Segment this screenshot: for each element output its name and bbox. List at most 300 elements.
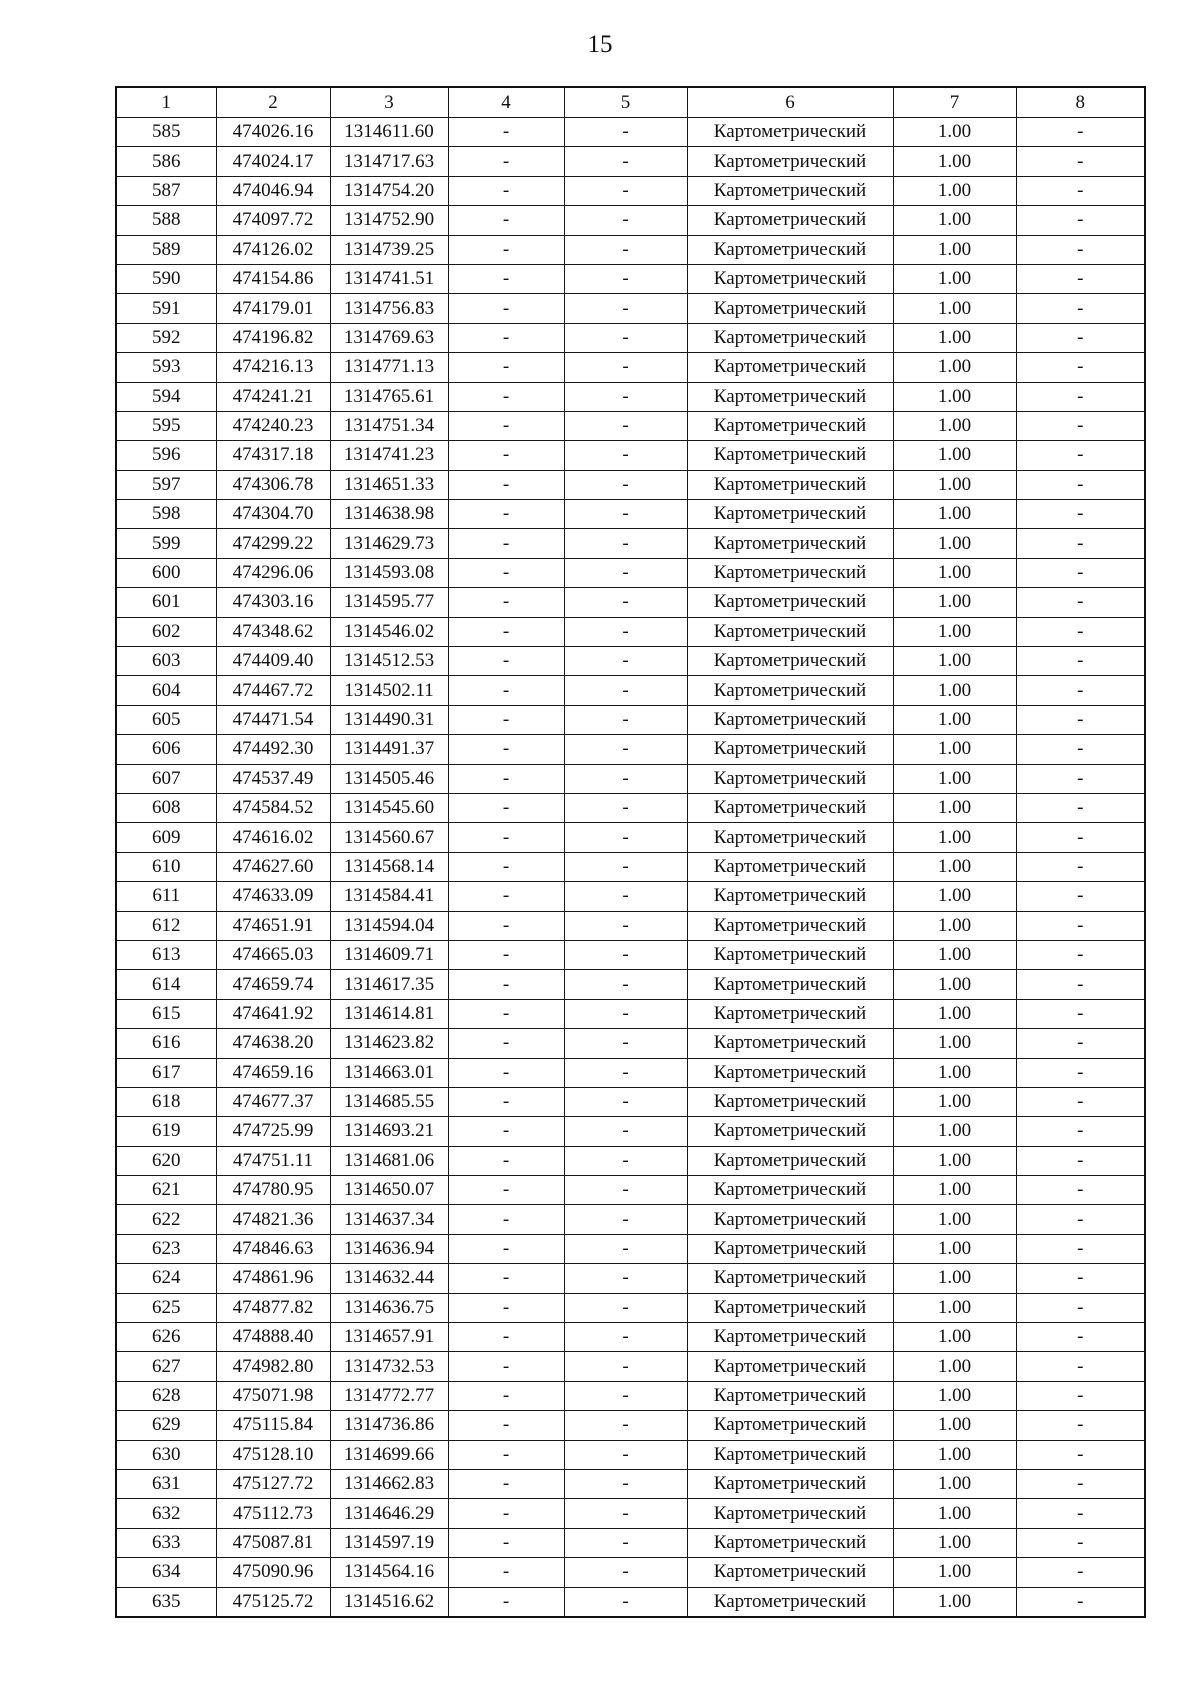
y-coordinate-cell: 1314769.63 [330, 323, 448, 352]
point-number-cell: 588 [116, 206, 216, 235]
y-coordinate-cell: 1314636.75 [330, 1293, 448, 1322]
table-row [116, 411, 1145, 440]
point-number-cell: 621 [116, 1176, 216, 1205]
accuracy-cell: 1.00 [893, 1558, 1016, 1587]
x-coordinate-cell: 474641.92 [216, 999, 330, 1028]
method-cell: Картометрический [687, 735, 893, 764]
table-body [116, 118, 1145, 1617]
y-coordinate-cell: 1314595.77 [330, 588, 448, 617]
col5-cell: - [564, 705, 687, 734]
method-cell: Картометрический [687, 911, 893, 940]
x-coordinate-cell: 474780.95 [216, 1176, 330, 1205]
point-number-cell: 594 [116, 382, 216, 411]
x-coordinate-cell: 475087.81 [216, 1528, 330, 1557]
y-coordinate-cell: 1314629.73 [330, 529, 448, 558]
col8-cell: - [1016, 264, 1145, 293]
col8-cell: - [1016, 1205, 1145, 1234]
col8-cell: - [1016, 1176, 1145, 1205]
col8-cell: - [1016, 1587, 1145, 1617]
col4-cell: - [448, 1323, 564, 1352]
col4-cell: - [448, 529, 564, 558]
x-coordinate-cell: 474677.37 [216, 1087, 330, 1116]
col4-cell: - [448, 647, 564, 676]
col5-cell: - [564, 382, 687, 411]
x-coordinate-cell: 474725.99 [216, 1117, 330, 1146]
y-coordinate-cell: 1314754.20 [330, 176, 448, 205]
y-coordinate-cell: 1314646.29 [330, 1499, 448, 1528]
x-coordinate-cell: 474659.16 [216, 1058, 330, 1087]
y-coordinate-cell: 1314732.53 [330, 1352, 448, 1381]
accuracy-cell: 1.00 [893, 1587, 1016, 1617]
x-coordinate-cell: 475128.10 [216, 1440, 330, 1469]
col8-cell: - [1016, 323, 1145, 352]
col8-cell: - [1016, 1440, 1145, 1469]
col4-cell: - [448, 470, 564, 499]
x-coordinate-cell: 475090.96 [216, 1558, 330, 1587]
method-cell: Картометрический [687, 764, 893, 793]
table-row [116, 147, 1145, 176]
col8-cell: - [1016, 764, 1145, 793]
x-coordinate-cell: 474179.01 [216, 294, 330, 323]
col8-cell: - [1016, 852, 1145, 881]
table-row [116, 441, 1145, 470]
col4-cell: - [448, 1117, 564, 1146]
col5-cell: - [564, 500, 687, 529]
col4-cell: - [448, 323, 564, 352]
method-cell: Картометрический [687, 176, 893, 205]
accuracy-cell: 1.00 [893, 1264, 1016, 1293]
table-row [116, 235, 1145, 264]
col5-cell: - [564, 764, 687, 793]
table-row [116, 882, 1145, 911]
method-cell: Картометрический [687, 1469, 893, 1498]
col5-cell: - [564, 1146, 687, 1175]
y-coordinate-cell: 1314568.14 [330, 852, 448, 881]
method-cell: Картометрический [687, 1440, 893, 1469]
col8-cell: - [1016, 940, 1145, 969]
accuracy-cell: 1.00 [893, 1087, 1016, 1116]
x-coordinate-cell: 474659.74 [216, 970, 330, 999]
y-coordinate-cell: 1314597.19 [330, 1528, 448, 1557]
point-number-cell: 622 [116, 1205, 216, 1234]
col5-cell: - [564, 1264, 687, 1293]
table-row [116, 1381, 1145, 1410]
column-header-8: 8 [1016, 87, 1145, 118]
accuracy-cell: 1.00 [893, 382, 1016, 411]
method-cell: Картометрический [687, 1293, 893, 1322]
table-row [116, 1146, 1145, 1175]
x-coordinate-cell: 474982.80 [216, 1352, 330, 1381]
point-number-cell: 608 [116, 793, 216, 822]
point-number-cell: 595 [116, 411, 216, 440]
col4-cell: - [448, 1469, 564, 1498]
x-coordinate-cell: 474846.63 [216, 1234, 330, 1263]
table-row [116, 588, 1145, 617]
col5-cell: - [564, 147, 687, 176]
col4-cell: - [448, 793, 564, 822]
col5-cell: - [564, 441, 687, 470]
col4-cell: - [448, 588, 564, 617]
col4-cell: - [448, 147, 564, 176]
table-row [116, 970, 1145, 999]
y-coordinate-cell: 1314657.91 [330, 1323, 448, 1352]
column-header-6: 6 [687, 87, 893, 118]
accuracy-cell: 1.00 [893, 1440, 1016, 1469]
col4-cell: - [448, 1293, 564, 1322]
point-number-cell: 589 [116, 235, 216, 264]
accuracy-cell: 1.00 [893, 940, 1016, 969]
table-row [116, 1323, 1145, 1352]
point-number-cell: 606 [116, 735, 216, 764]
col8-cell: - [1016, 558, 1145, 587]
col5-cell: - [564, 1176, 687, 1205]
method-cell: Картометрический [687, 705, 893, 734]
x-coordinate-cell: 474821.36 [216, 1205, 330, 1234]
accuracy-cell: 1.00 [893, 823, 1016, 852]
y-coordinate-cell: 1314638.98 [330, 500, 448, 529]
method-cell: Картометрический [687, 235, 893, 264]
y-coordinate-cell: 1314560.67 [330, 823, 448, 852]
col8-cell: - [1016, 235, 1145, 264]
table-row [116, 793, 1145, 822]
x-coordinate-cell: 475125.72 [216, 1587, 330, 1617]
method-cell: Картометрический [687, 1176, 893, 1205]
method-cell: Картометрический [687, 1058, 893, 1087]
col4-cell: - [448, 1264, 564, 1293]
page-number: 15 [587, 31, 613, 58]
point-number-cell: 612 [116, 911, 216, 940]
accuracy-cell: 1.00 [893, 1499, 1016, 1528]
col5-cell: - [564, 823, 687, 852]
col8-cell: - [1016, 1381, 1145, 1410]
col5-cell: - [564, 1499, 687, 1528]
col5-cell: - [564, 970, 687, 999]
col4-cell: - [448, 970, 564, 999]
col5-cell: - [564, 1587, 687, 1617]
col5-cell: - [564, 852, 687, 881]
col5-cell: - [564, 235, 687, 264]
method-cell: Картометрический [687, 793, 893, 822]
accuracy-cell: 1.00 [893, 411, 1016, 440]
method-cell: Картометрический [687, 147, 893, 176]
col8-cell: - [1016, 1264, 1145, 1293]
method-cell: Картометрический [687, 823, 893, 852]
y-coordinate-cell: 1314637.34 [330, 1205, 448, 1234]
table-row [116, 999, 1145, 1028]
table-row [116, 1293, 1145, 1322]
col4-cell: - [448, 1087, 564, 1116]
col5-cell: - [564, 353, 687, 382]
x-coordinate-cell: 475112.73 [216, 1499, 330, 1528]
x-coordinate-cell: 474492.30 [216, 735, 330, 764]
col8-cell: - [1016, 588, 1145, 617]
table-row [116, 1087, 1145, 1116]
x-coordinate-cell: 474584.52 [216, 793, 330, 822]
x-coordinate-cell: 474299.22 [216, 529, 330, 558]
col5-cell: - [564, 1293, 687, 1322]
accuracy-cell: 1.00 [893, 999, 1016, 1028]
x-coordinate-cell: 474751.11 [216, 1146, 330, 1175]
method-cell: Картометрический [687, 999, 893, 1028]
col8-cell: - [1016, 1234, 1145, 1263]
col5-cell: - [564, 323, 687, 352]
y-coordinate-cell: 1314636.94 [330, 1234, 448, 1263]
col5-cell: - [564, 1528, 687, 1557]
col4-cell: - [448, 1381, 564, 1410]
x-coordinate-cell: 474888.40 [216, 1323, 330, 1352]
method-cell: Картометрический [687, 118, 893, 147]
point-number-cell: 604 [116, 676, 216, 705]
table-row [116, 206, 1145, 235]
x-coordinate-cell: 474097.72 [216, 206, 330, 235]
method-cell: Картометрический [687, 1587, 893, 1617]
point-number-cell: 629 [116, 1411, 216, 1440]
col4-cell: - [448, 1558, 564, 1587]
col4-cell: - [448, 940, 564, 969]
col8-cell: - [1016, 176, 1145, 205]
table-row [116, 1117, 1145, 1146]
col5-cell: - [564, 793, 687, 822]
col8-cell: - [1016, 1469, 1145, 1498]
col5-cell: - [564, 588, 687, 617]
table-row [116, 735, 1145, 764]
table-row [116, 323, 1145, 352]
method-cell: Картометрический [687, 1264, 893, 1293]
point-number-cell: 628 [116, 1381, 216, 1410]
x-coordinate-cell: 474154.86 [216, 264, 330, 293]
method-cell: Картометрический [687, 588, 893, 617]
point-number-cell: 613 [116, 940, 216, 969]
method-cell: Картометрический [687, 1234, 893, 1263]
accuracy-cell: 1.00 [893, 1323, 1016, 1352]
col8-cell: - [1016, 793, 1145, 822]
col5-cell: - [564, 1323, 687, 1352]
method-cell: Картометрический [687, 1087, 893, 1116]
accuracy-cell: 1.00 [893, 793, 1016, 822]
accuracy-cell: 1.00 [893, 1234, 1016, 1263]
col8-cell: - [1016, 705, 1145, 734]
col4-cell: - [448, 676, 564, 705]
y-coordinate-cell: 1314662.83 [330, 1469, 448, 1498]
point-number-cell: 624 [116, 1264, 216, 1293]
x-coordinate-cell: 474196.82 [216, 323, 330, 352]
col8-cell: - [1016, 1558, 1145, 1587]
method-cell: Картометрический [687, 441, 893, 470]
col4-cell: - [448, 823, 564, 852]
col4-cell: - [448, 617, 564, 646]
x-coordinate-cell: 474633.09 [216, 882, 330, 911]
method-cell: Картометрический [687, 1117, 893, 1146]
col5-cell: - [564, 1352, 687, 1381]
point-number-cell: 617 [116, 1058, 216, 1087]
method-cell: Картометрический [687, 647, 893, 676]
col5-cell: - [564, 940, 687, 969]
col4-cell: - [448, 1029, 564, 1058]
point-number-cell: 627 [116, 1352, 216, 1381]
col8-cell: - [1016, 353, 1145, 382]
accuracy-cell: 1.00 [893, 147, 1016, 176]
col4-cell: - [448, 735, 564, 764]
col4-cell: - [448, 118, 564, 147]
y-coordinate-cell: 1314611.60 [330, 118, 448, 147]
accuracy-cell: 1.00 [893, 852, 1016, 881]
table-row [116, 1411, 1145, 1440]
accuracy-cell: 1.00 [893, 118, 1016, 147]
x-coordinate-cell: 474303.16 [216, 588, 330, 617]
y-coordinate-cell: 1314736.86 [330, 1411, 448, 1440]
col4-cell: - [448, 1146, 564, 1175]
accuracy-cell: 1.00 [893, 1176, 1016, 1205]
x-coordinate-cell: 474348.62 [216, 617, 330, 646]
column-header-3: 3 [330, 87, 448, 118]
col8-cell: - [1016, 1528, 1145, 1557]
point-number-cell: 598 [116, 500, 216, 529]
coordinates-table [115, 86, 1146, 1618]
x-coordinate-cell: 474638.20 [216, 1029, 330, 1058]
method-cell: Картометрический [687, 1352, 893, 1381]
x-coordinate-cell: 474467.72 [216, 676, 330, 705]
col5-cell: - [564, 294, 687, 323]
point-number-cell: 605 [116, 705, 216, 734]
col8-cell: - [1016, 1029, 1145, 1058]
point-number-cell: 614 [116, 970, 216, 999]
method-cell: Картометрический [687, 529, 893, 558]
y-coordinate-cell: 1314693.21 [330, 1117, 448, 1146]
point-number-cell: 631 [116, 1469, 216, 1498]
table-row [116, 823, 1145, 852]
point-number-cell: 626 [116, 1323, 216, 1352]
table-row [116, 647, 1145, 676]
x-coordinate-cell: 474651.91 [216, 911, 330, 940]
point-number-cell: 634 [116, 1558, 216, 1587]
method-cell: Картометрический [687, 1411, 893, 1440]
col4-cell: - [448, 1440, 564, 1469]
col8-cell: - [1016, 118, 1145, 147]
accuracy-cell: 1.00 [893, 617, 1016, 646]
y-coordinate-cell: 1314772.77 [330, 1381, 448, 1410]
column-header-4: 4 [448, 87, 564, 118]
accuracy-cell: 1.00 [893, 206, 1016, 235]
method-cell: Картометрический [687, 206, 893, 235]
point-number-cell: 632 [116, 1499, 216, 1528]
table-row [116, 1528, 1145, 1557]
table-row [116, 382, 1145, 411]
y-coordinate-cell: 1314741.23 [330, 441, 448, 470]
x-coordinate-cell: 474026.16 [216, 118, 330, 147]
point-number-cell: 618 [116, 1087, 216, 1116]
method-cell: Картометрический [687, 353, 893, 382]
method-cell: Картометрический [687, 1381, 893, 1410]
y-coordinate-cell: 1314717.63 [330, 147, 448, 176]
method-cell: Картометрический [687, 470, 893, 499]
table-row [116, 118, 1145, 147]
method-cell: Картометрический [687, 676, 893, 705]
point-number-cell: 609 [116, 823, 216, 852]
point-number-cell: 615 [116, 999, 216, 1028]
accuracy-cell: 1.00 [893, 500, 1016, 529]
col4-cell: - [448, 235, 564, 264]
method-cell: Картометрический [687, 323, 893, 352]
x-coordinate-cell: 475071.98 [216, 1381, 330, 1410]
point-number-cell: 602 [116, 617, 216, 646]
point-number-cell: 607 [116, 764, 216, 793]
table-row [116, 1264, 1145, 1293]
y-coordinate-cell: 1314681.06 [330, 1146, 448, 1175]
col4-cell: - [448, 353, 564, 382]
x-coordinate-cell: 474317.18 [216, 441, 330, 470]
accuracy-cell: 1.00 [893, 470, 1016, 499]
accuracy-cell: 1.00 [893, 735, 1016, 764]
col8-cell: - [1016, 1411, 1145, 1440]
y-coordinate-cell: 1314741.51 [330, 264, 448, 293]
col5-cell: - [564, 529, 687, 558]
x-coordinate-cell: 474471.54 [216, 705, 330, 734]
accuracy-cell: 1.00 [893, 1411, 1016, 1440]
table-row [116, 1205, 1145, 1234]
col5-cell: - [564, 206, 687, 235]
table-row [116, 852, 1145, 881]
table-row [116, 264, 1145, 293]
method-cell: Картометрический [687, 558, 893, 587]
point-number-cell: 623 [116, 1234, 216, 1263]
accuracy-cell: 1.00 [893, 235, 1016, 264]
table-row [116, 1058, 1145, 1087]
col8-cell: - [1016, 1499, 1145, 1528]
method-cell: Картометрический [687, 411, 893, 440]
col8-cell: - [1016, 294, 1145, 323]
accuracy-cell: 1.00 [893, 764, 1016, 793]
method-cell: Картометрический [687, 852, 893, 881]
col4-cell: - [448, 852, 564, 881]
point-number-cell: 590 [116, 264, 216, 293]
table-row [116, 1558, 1145, 1587]
col8-cell: - [1016, 647, 1145, 676]
col8-cell: - [1016, 470, 1145, 499]
point-number-cell: 593 [116, 353, 216, 382]
accuracy-cell: 1.00 [893, 1058, 1016, 1087]
col4-cell: - [448, 1205, 564, 1234]
col5-cell: - [564, 1205, 687, 1234]
y-coordinate-cell: 1314651.33 [330, 470, 448, 499]
point-number-cell: 600 [116, 558, 216, 587]
method-cell: Картометрический [687, 1029, 893, 1058]
method-cell: Картометрический [687, 264, 893, 293]
col4-cell: - [448, 999, 564, 1028]
table-row [116, 176, 1145, 205]
table-row [116, 353, 1145, 382]
col4-cell: - [448, 1499, 564, 1528]
col5-cell: - [564, 470, 687, 499]
point-number-cell: 625 [116, 1293, 216, 1322]
point-number-cell: 591 [116, 294, 216, 323]
table-row [116, 676, 1145, 705]
col8-cell: - [1016, 500, 1145, 529]
col5-cell: - [564, 118, 687, 147]
col4-cell: - [448, 558, 564, 587]
column-header-1: 1 [116, 87, 216, 118]
col4-cell: - [448, 764, 564, 793]
col5-cell: - [564, 999, 687, 1028]
accuracy-cell: 1.00 [893, 1029, 1016, 1058]
point-number-cell: 586 [116, 147, 216, 176]
method-cell: Картометрический [687, 294, 893, 323]
table-row [116, 617, 1145, 646]
col4-cell: - [448, 1352, 564, 1381]
col8-cell: - [1016, 206, 1145, 235]
point-number-cell: 601 [116, 588, 216, 617]
y-coordinate-cell: 1314685.55 [330, 1087, 448, 1116]
y-coordinate-cell: 1314632.44 [330, 1264, 448, 1293]
